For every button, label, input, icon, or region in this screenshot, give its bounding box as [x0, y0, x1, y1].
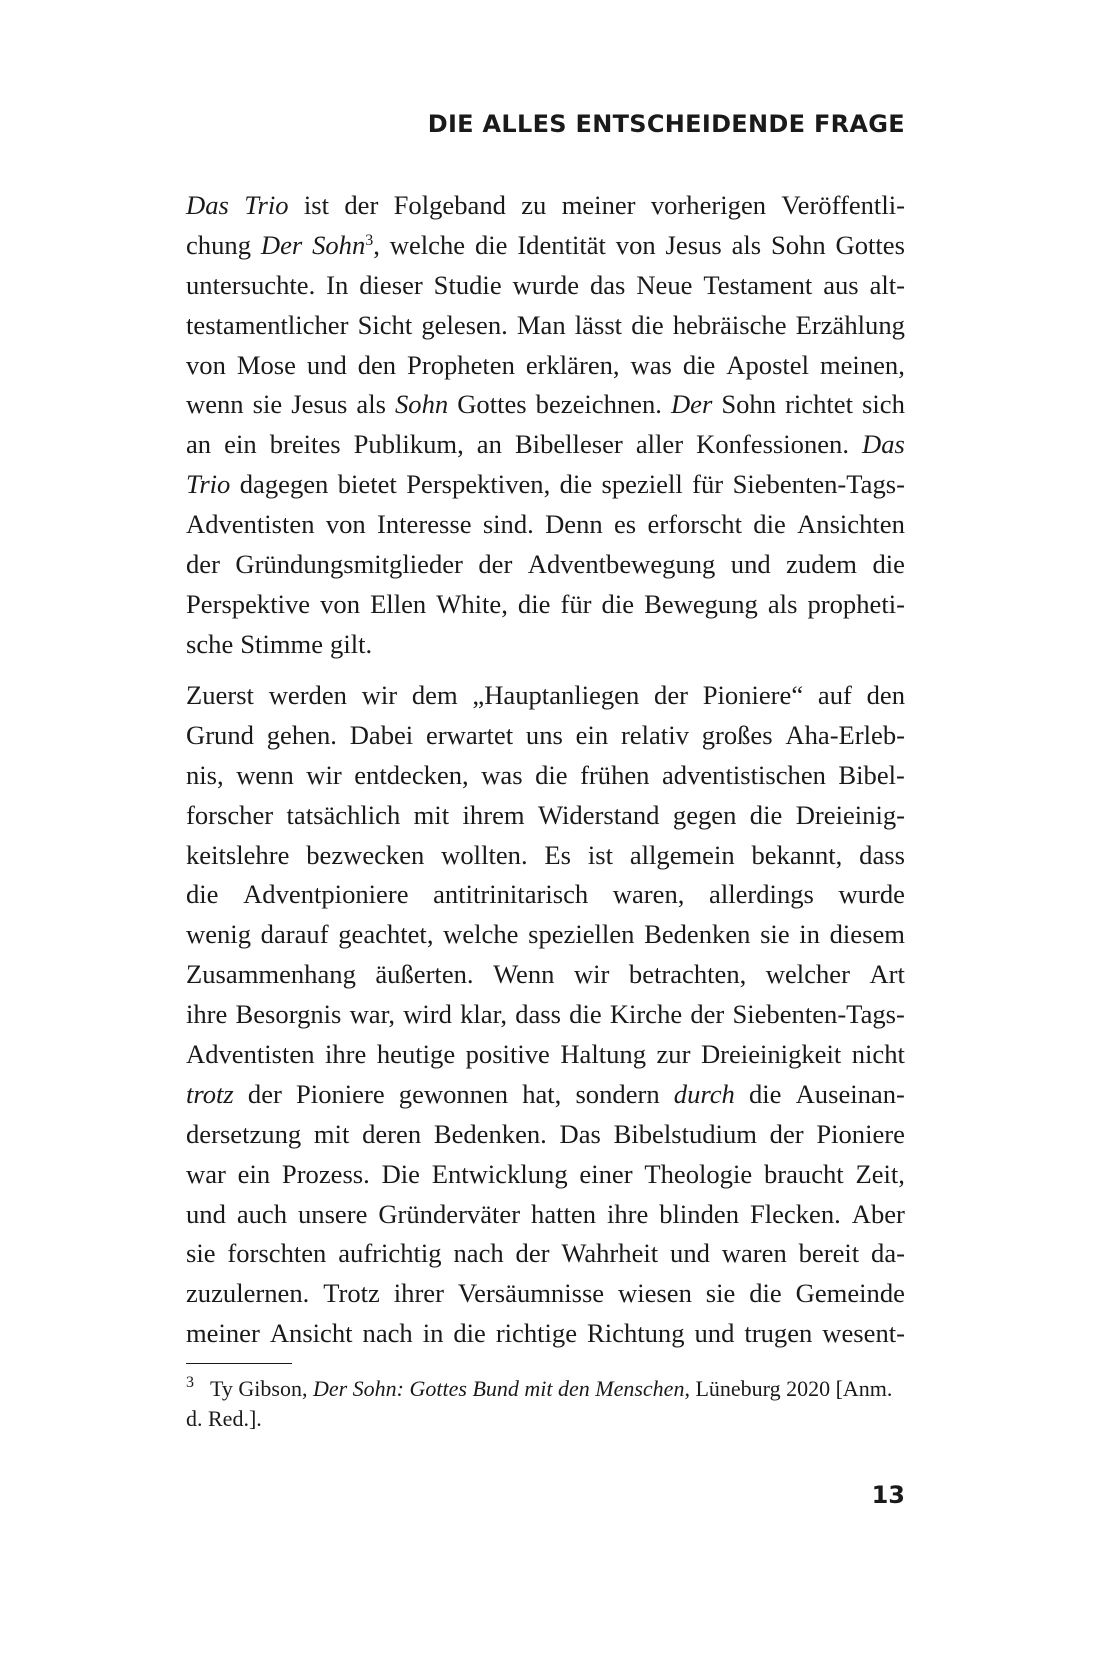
footnote-marker: 3 — [186, 1374, 194, 1391]
text-line: keitslehre bezwecken wollten. Es ist allgemein bekannt, dass — [186, 839, 905, 870]
text-line: ihre Besorgnis war, wird klar, dass die Kirche der Siebenten-Tags- — [186, 999, 905, 1030]
footnote-line — [186, 1404, 905, 1434]
text-line: Adventisten ihre heutige positive Haltung zur Dreieinigkeit nicht — [186, 1039, 905, 1070]
text-line: wenig darauf geachtet, welche speziellen Bedenken sie in diesem — [186, 919, 905, 950]
text-line: sie forschten aufrichtig nach der Wahrheit und waren bereit da- — [186, 1238, 905, 1269]
text-line: Das Trio ist der Folgeband zu meiner vorherigen Veröffentli- — [186, 190, 905, 220]
text-line: Perspektive von Ellen White, die für die Bewegung als propheti- — [186, 588, 905, 619]
text-line: Trio dagegen bietet Perspektiven, die speziell für Siebenten-Tags- — [186, 469, 905, 500]
text-line: testamentlicher Sicht gelesen. Man lässt die hebräische Erzählung — [186, 309, 905, 340]
text-line: trotz der Pioniere gewonnen hat, sondern durch die Auseinan- — [186, 1078, 905, 1109]
text-line: zuzulernen. Trotz ihrer Versäumnisse wiesen sie die Gemeinde — [186, 1278, 905, 1309]
text-line: chung Der Sohn$^3$, welche die Identität von Jesus als Sohn Gottes — [186, 229, 905, 260]
text-line: an ein breites Publikum, an Bibelleser aller Konfessionen. Das — [186, 429, 905, 460]
text-line: Zusammenhang äußerten. Wenn wir betrachten, welcher Art — [186, 959, 905, 990]
text-line: dersetzung mit deren Bedenken. Das Bibelstudium der Pioniere — [186, 1118, 905, 1149]
running-head-title: DIE ALLES ENTSCHEIDENDE FRAGE — [427, 110, 905, 138]
text-line: wenn sie Jesus als Sohn Gottes bezeichnen. Der Sohn richtet sich — [186, 389, 905, 420]
text-line: nis, wenn wir entdecken, was die frühen adventistischen Bibel- — [186, 759, 905, 790]
text-line: Adventisten von Interesse sind. Denn es erforscht die Ansichten — [186, 509, 905, 540]
footnote-line — [186, 1374, 905, 1404]
text-line: untersuchte. In dieser Studie wurde das Neue Testament aus alt- — [186, 269, 905, 300]
footnote-divider — [186, 1363, 292, 1364]
footnote-text: d. Red.]. — [186, 1406, 262, 1431]
text-line: forscher tatsächlich mit ihrem Widerstand gegen die Dreieinig- — [186, 799, 905, 830]
page-number: 13 — [871, 1481, 905, 1509]
body-paragraph-2 — [186, 676, 905, 1354]
text-line: und auch unsere Gründerväter hatten ihre blinden Flecken. Aber — [186, 1198, 905, 1229]
text-line: der Gründungsmitglieder der Adventbewegung und zudem die — [186, 549, 905, 580]
text-line: Grund gehen. Dabei erwartet uns ein relativ großes Aha-Erleb- — [186, 719, 905, 750]
text-line: sche Stimme gilt. — [186, 628, 373, 659]
text-line: war ein Prozess. Die Entwicklung einer Theologie braucht Zeit, — [186, 1158, 905, 1189]
footnote-text: Ty Gibson, Der Sohn: Gottes Bund mit den Menschen, Lüneburg 2020 [Anm. — [210, 1376, 893, 1401]
text-line: von Mose und den Propheten erklären, was die Apostel meinen, — [186, 349, 905, 380]
body-paragraph-1 — [186, 186, 905, 665]
text-line: Zuerst werden wir dem „Hauptanliegen der Pioniere“ auf den — [186, 680, 905, 710]
footnotes — [186, 1374, 905, 1434]
text-line: die Adventpioniere antitrinitarisch waren, allerdings wurde — [186, 879, 905, 910]
text-line: meiner Ansicht nach in die richtige Richtung und trugen wesent- — [186, 1318, 905, 1349]
